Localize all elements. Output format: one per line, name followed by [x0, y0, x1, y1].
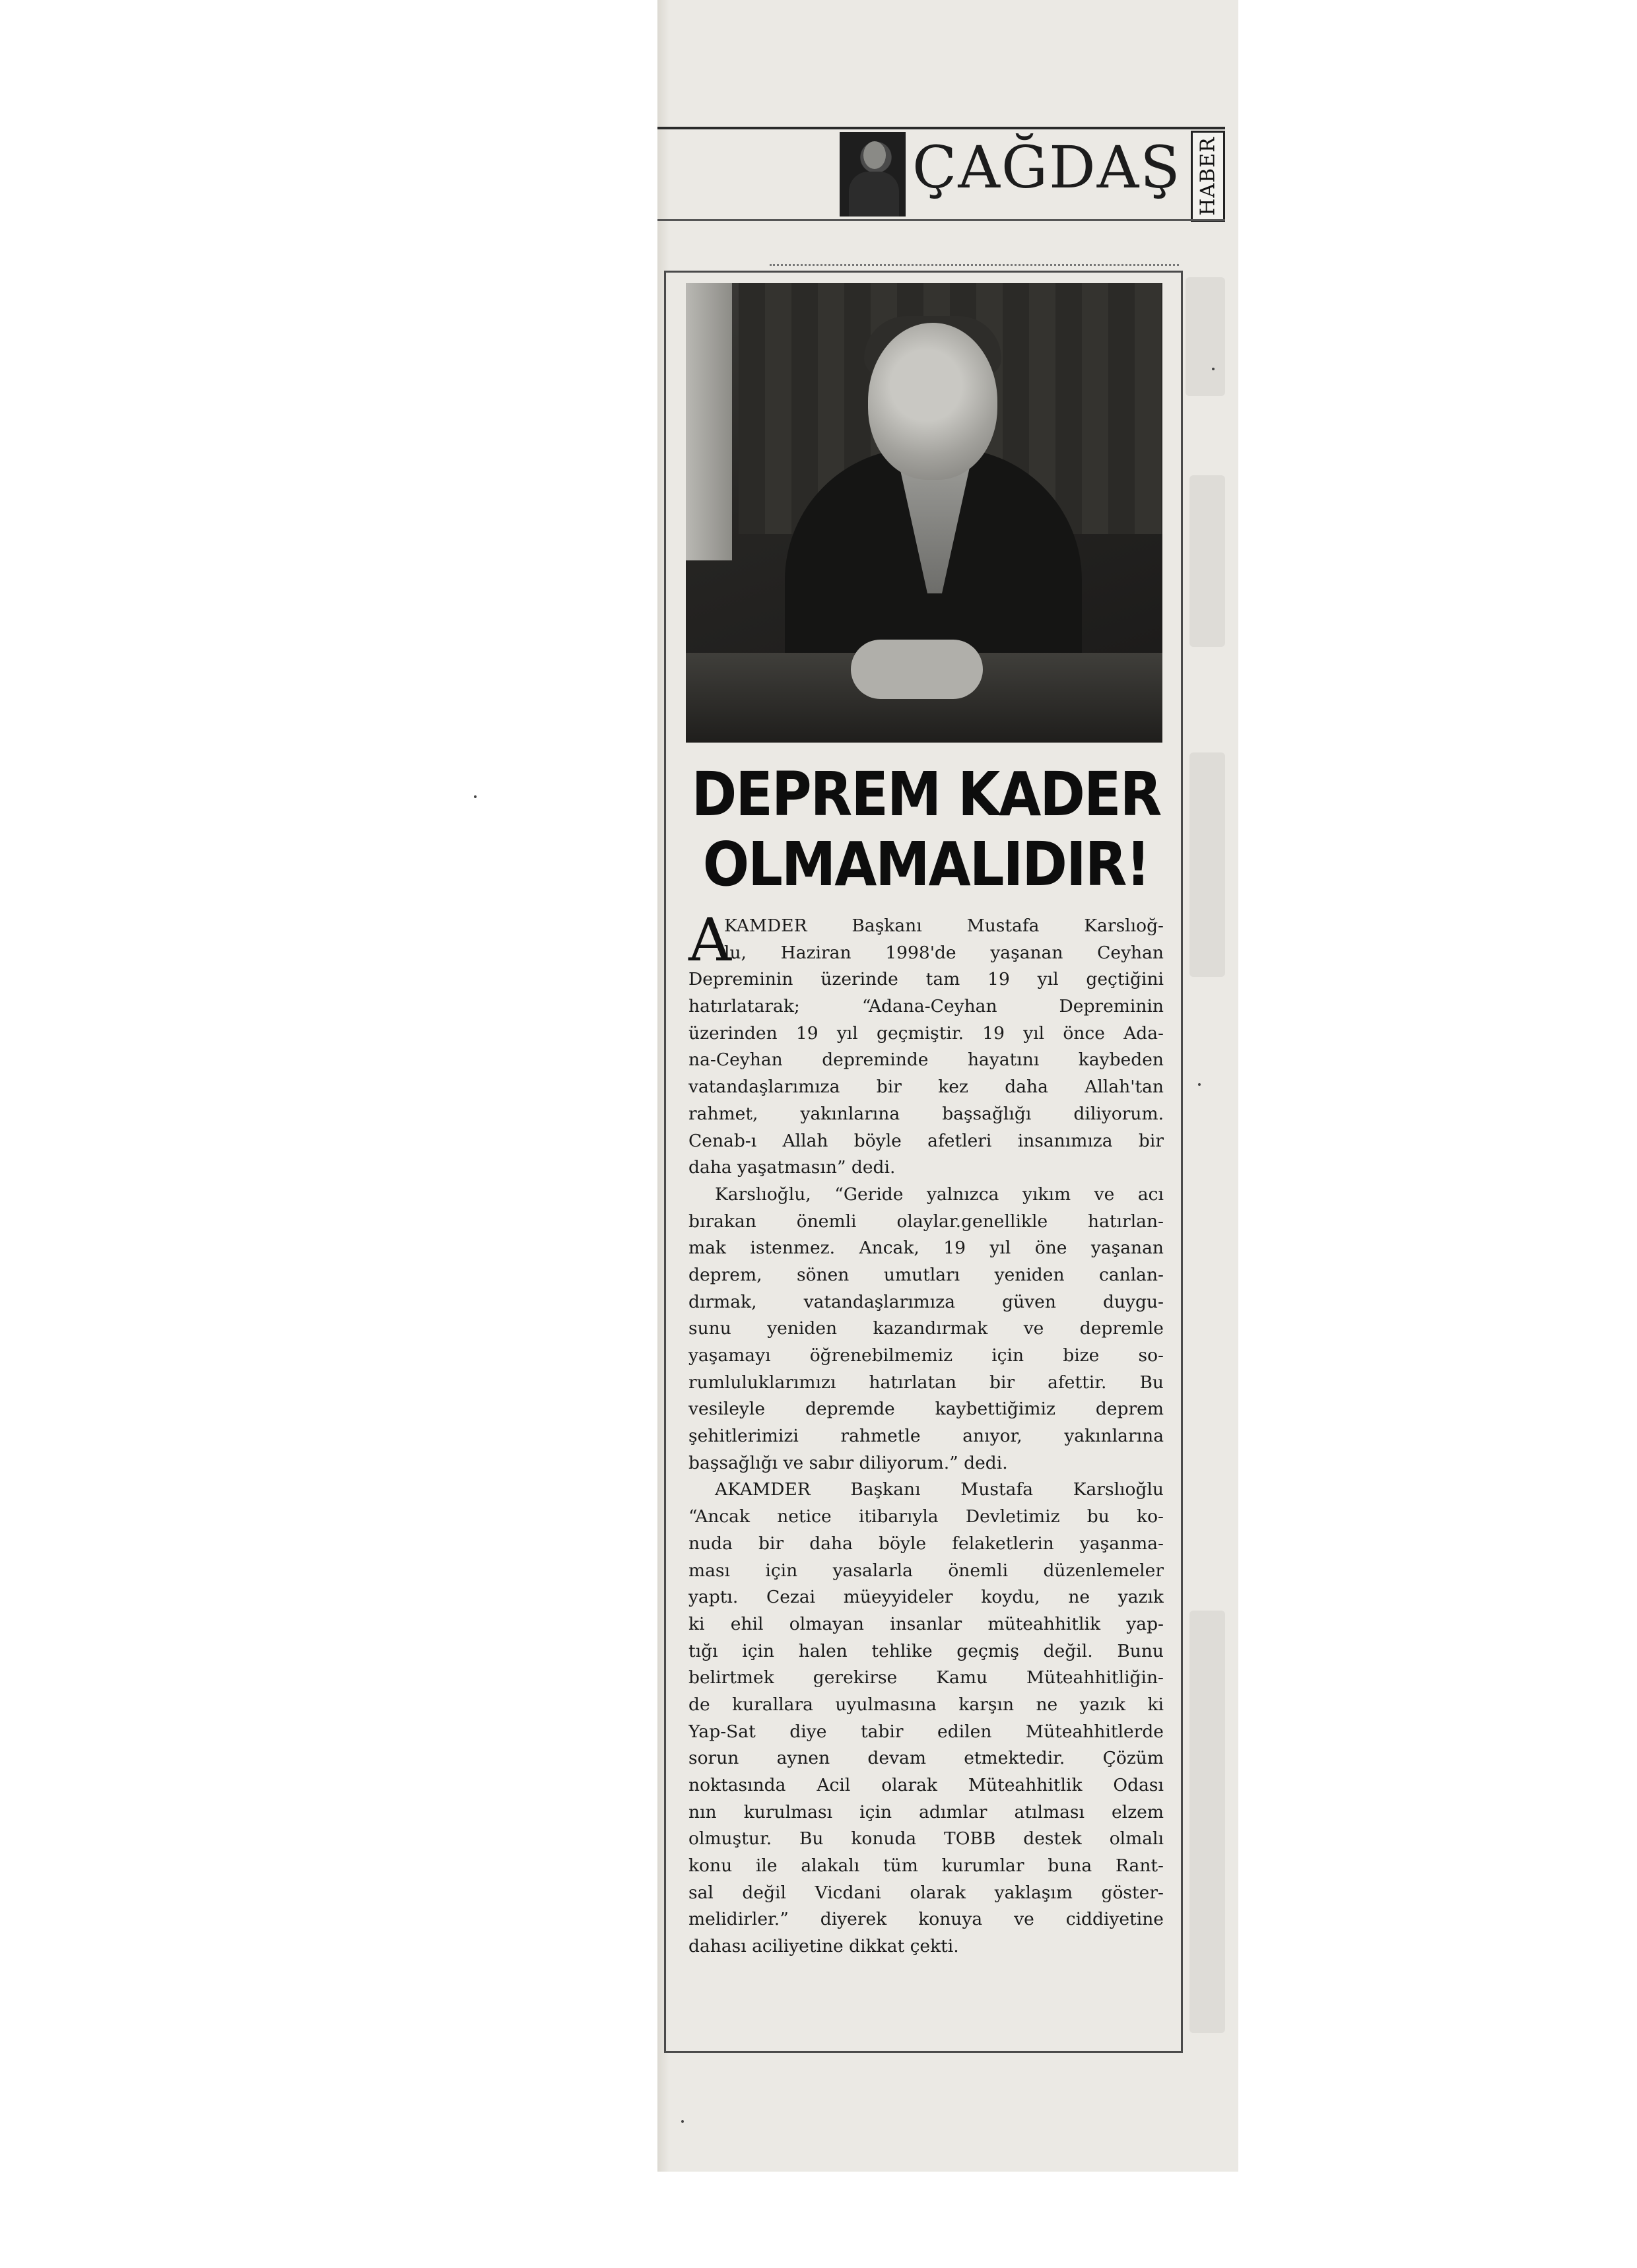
body-line: AKAMDER Başkanı Mustafa Karslıoğlu [715, 1479, 1164, 1500]
body-line: bırakan önemli olaylar.genellikle hatırlan- [688, 1211, 1164, 1232]
masthead-top-rule [657, 127, 1225, 129]
body-line: yaptı. Cezai müeyyideler koydu, ne yazık [688, 1587, 1164, 1608]
body-line: rahmet, yakınlarına başsağlığı diliyorum. [688, 1103, 1164, 1124]
body-line: Depreminin üzerinde tam 19 yıl geçtiğini [688, 969, 1164, 990]
reverse-side-bleed [1189, 475, 1225, 647]
reverse-side-bleed [1189, 752, 1225, 977]
body-line: de kurallara uyulmasına karşın ne yazık ki [688, 1694, 1164, 1715]
body-line: noktasında Acil olarak Müteahhitlik Odası [688, 1775, 1164, 1795]
article [664, 271, 1183, 2053]
body-line: ki ehil olmayan insanlar müteahhitlik yap- [688, 1613, 1164, 1634]
body-line: na-Ceyhan depreminde hayatını kaybeden [688, 1050, 1164, 1071]
body-line: “Ancak netice itibarıyla Devletimiz bu ko- [688, 1506, 1164, 1527]
body-line: mak istenmez. Ancak, 19 yıl öne yaşanan [688, 1238, 1164, 1259]
body-line: dahası aciliyetine dikkat çekti. [688, 1936, 959, 1957]
masthead-brand-tag [1191, 131, 1225, 222]
body-line: sorun aynen devam etmektedir. Çözüm [688, 1748, 1164, 1769]
body-line: Cenab-ı Allah böyle afetleri insanımıza bir [688, 1130, 1164, 1151]
body-line: KAMDER Başkanı Mustafa Karslıoğ- [724, 916, 1164, 936]
scan-speck [474, 795, 477, 798]
reverse-side-bleed [1189, 1611, 1225, 2033]
body-line: belirtmek gerekirse Kamu Müteahhitliğin- [688, 1667, 1164, 1688]
body-line: konu ile alakalı tüm kurumlar buna Rant- [688, 1855, 1164, 1877]
body-line: şehitlerimizi rahmetle anıyor, yakınlarına [688, 1426, 1164, 1447]
masthead-brand: ÇAĞDAŞ [912, 133, 1182, 201]
article-body [688, 906, 1164, 1960]
masthead-bottom-rule [657, 219, 1225, 221]
body-line: deprem, sönen umutları yeniden canlan- [688, 1264, 1164, 1285]
body-line: üzerinden 19 yıl geçmiştir. 19 yıl önce Ada- [688, 1022, 1164, 1044]
scan-speck [1198, 1083, 1201, 1086]
scan-speck [681, 2120, 684, 2123]
body-line: vatandaşlarımıza bir kez daha Allah'tan [688, 1077, 1164, 1098]
article-headline [675, 760, 1177, 900]
body-line: sunu yeniden kazandırmak ve depremle [688, 1318, 1164, 1339]
body-line: hatırlatarak; “Adana-Ceyhan Depreminin [688, 996, 1164, 1017]
body-line: vesileyle depremde kaybettiğimiz deprem [688, 1399, 1164, 1420]
body-line: nın kurulması için adımlar atılması elzem [688, 1801, 1164, 1822]
headline-line: OLMAMALIDIR! [702, 829, 1150, 900]
body-line: Yap-Sat diye tabir edilen Müteahhitlerde [688, 1721, 1164, 1742]
body-line: daha yaşatmasın” dedi. [688, 1157, 896, 1178]
body-line: ması için yasalarla önemli düzenlemeler [688, 1560, 1164, 1581]
body-line: olmuştur. Bu konuda TOBB destek olmalı [688, 1828, 1164, 1850]
dotted-separator [770, 264, 1179, 266]
scan-speck [1212, 368, 1215, 370]
drop-cap: A [688, 906, 731, 975]
masthead [657, 127, 1225, 226]
body-line: dırmak, vatandaşlarımıza güven duygu- [688, 1291, 1164, 1312]
masthead-portrait-image [840, 132, 906, 217]
body-line: nuda bir daha böyle felaketlerin yaşanma- [688, 1533, 1164, 1554]
body-line: tığı için halen tehlike geçmiş değil. Bunu [688, 1640, 1164, 1661]
body-line: Karslıoğlu, “Geride yalnızca yıkım ve acı [715, 1184, 1164, 1205]
reverse-side-bleed [1186, 277, 1225, 396]
headline-line: DEPREM KADER [691, 759, 1161, 830]
body-line: yaşamayı öğrenebilmemiz için bize so- [688, 1345, 1164, 1366]
body-line: rumluluklarımızı hatırlatan bir afettir. Bu [688, 1372, 1164, 1393]
article-photo [686, 283, 1162, 743]
body-line: sal değil Vicdani olarak yaklaşım göster- [688, 1882, 1164, 1903]
newspaper-clipping [657, 0, 1238, 2172]
body-line: melidirler.” diyerek konuya ve ciddiyetine [688, 1909, 1164, 1930]
body-line: başsağlığı ve sabır diliyorum.” dedi. [688, 1452, 1008, 1473]
body-line: lu, Haziran 1998'de yaşanan Ceyhan [724, 942, 1164, 963]
masthead-brand-tag-text: HABER [1196, 137, 1220, 216]
